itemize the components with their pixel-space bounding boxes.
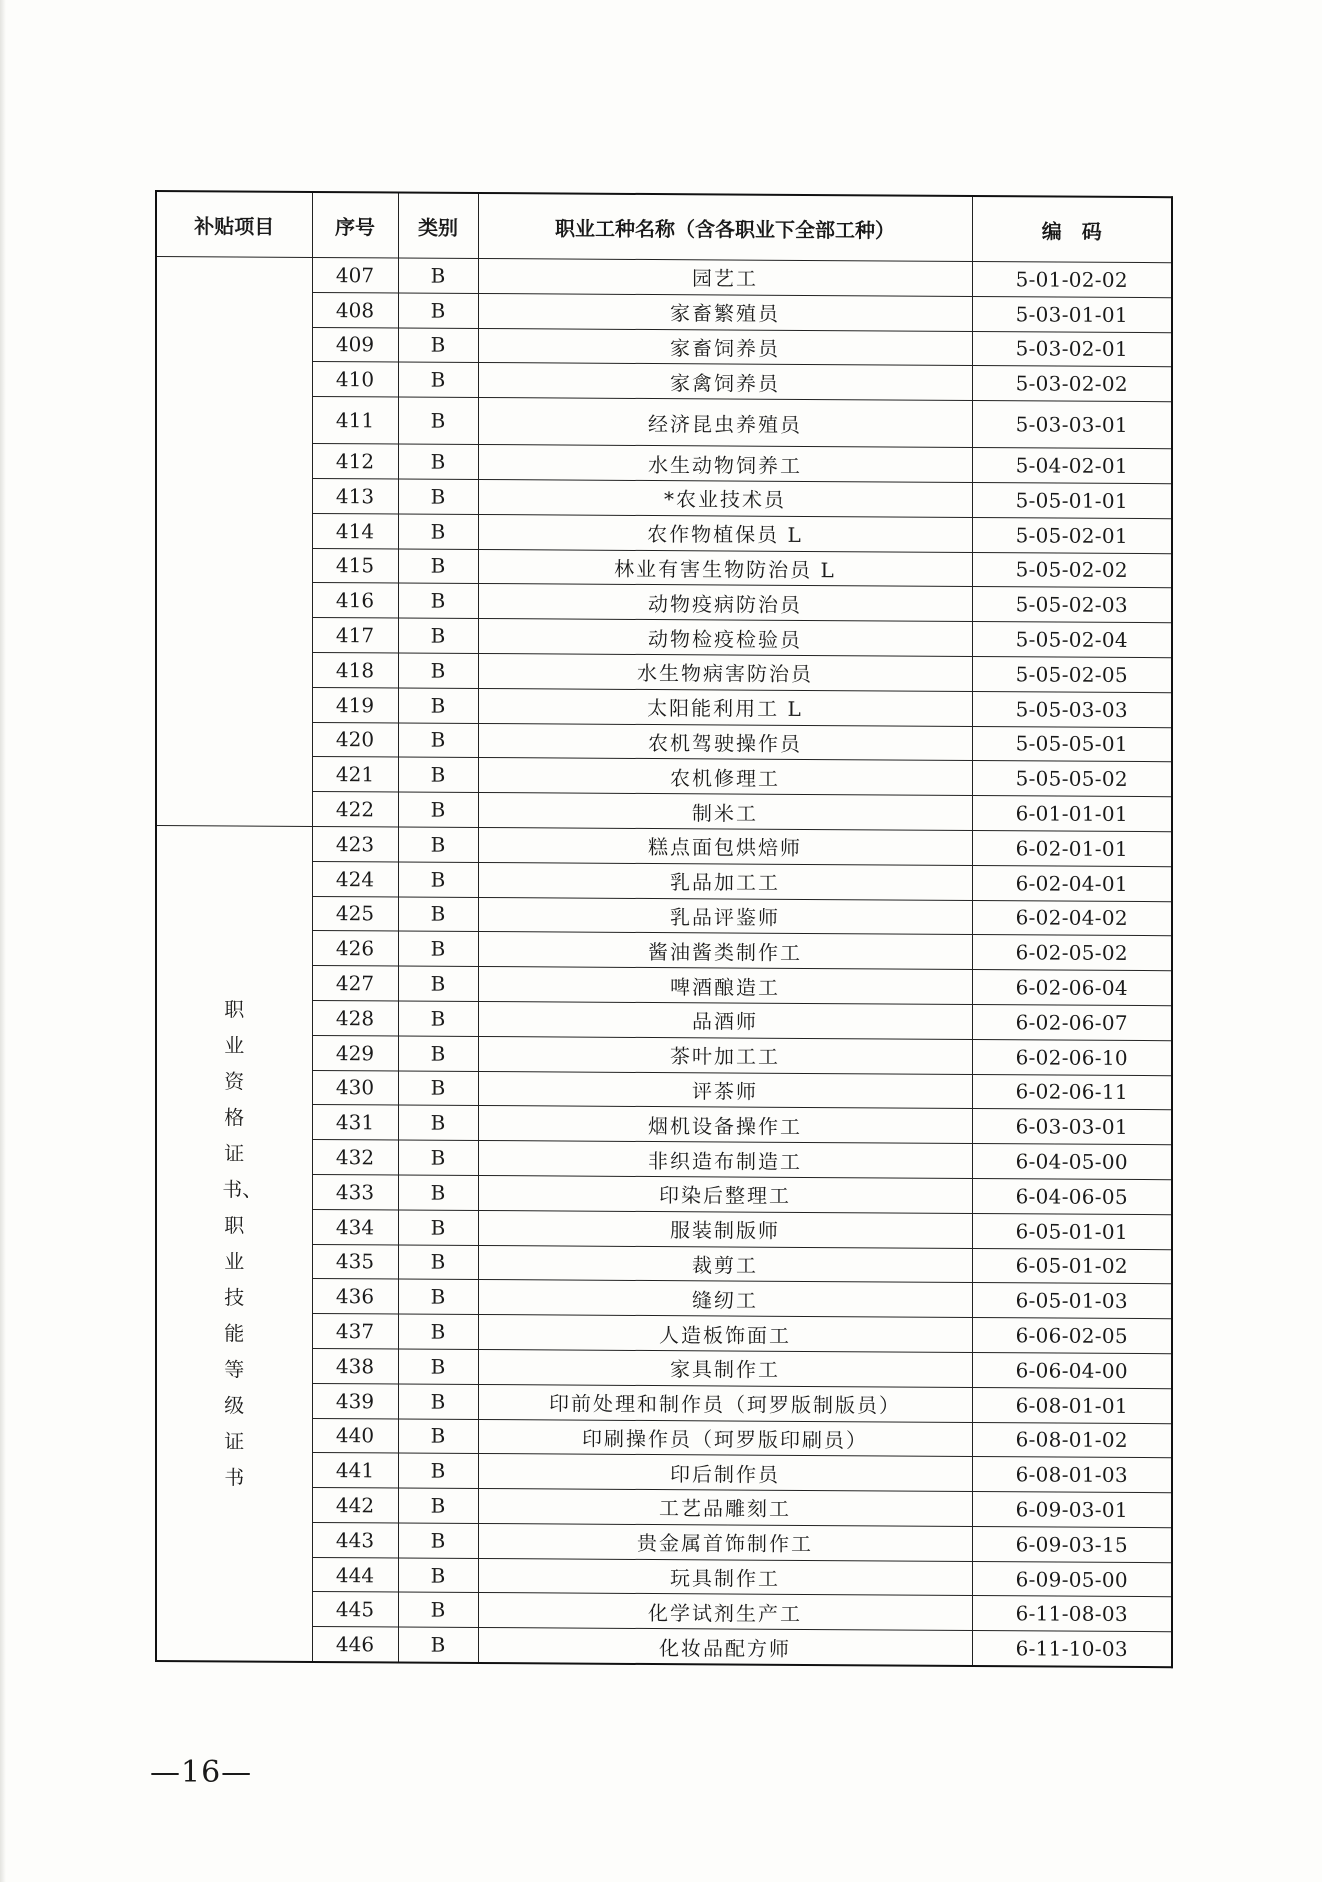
scan-edge [0,0,6,1882]
header-name: 职业工种名称（含各职业下全部工种） [478,193,972,262]
category-cell: B [398,931,478,966]
name-cell: 印后制作员 [478,1454,972,1492]
header-project: 补贴项目 [156,191,312,257]
category-cell: B [398,688,478,723]
name-cell: 印刷操作员（珂罗版印刷员） [478,1419,972,1457]
code-cell: 5-04-02-01 [972,448,1172,484]
code-cell: 6-02-01-01 [972,830,1172,866]
seq-cell: 410 [312,362,398,397]
category-cell: B [398,1279,478,1314]
seq-cell: 417 [312,618,398,653]
code-cell: 6-08-01-02 [972,1422,1172,1458]
code-cell: 6-02-06-04 [972,970,1172,1006]
code-cell: 5-05-05-02 [972,761,1172,797]
table-row [156,825,1172,866]
seq-cell: 423 [312,826,398,861]
code-cell: 6-11-10-03 [972,1631,1172,1668]
header-code: 编 码 [972,196,1172,263]
category-cell: B [398,1453,478,1488]
category-cell: B [398,792,478,827]
code-cell: 5-01-02-02 [972,261,1172,297]
category-cell: B [398,1210,478,1245]
code-cell: 5-03-01-01 [972,296,1172,332]
code-cell: 5-05-02-02 [972,552,1172,588]
category-cell: B [398,723,478,758]
category-cell: B [398,827,478,862]
name-cell: 印染后整理工 [478,1175,972,1213]
category-cell: B [398,1036,478,1071]
seq-cell: 421 [312,757,398,792]
category-cell: B [398,1001,478,1036]
name-cell: 乳品评鉴师 [478,897,972,935]
category-cell: B [398,618,478,653]
seq-cell: 438 [312,1348,398,1383]
category-cell: B [398,549,478,584]
seq-cell: 445 [312,1592,398,1627]
name-cell: 家畜繁殖员 [478,293,972,331]
code-cell: 6-02-06-10 [972,1039,1172,1075]
header-category: 类别 [398,192,478,258]
header-seq: 序号 [312,192,398,258]
name-cell: 烟机设备操作工 [478,1106,972,1144]
seq-cell: 419 [312,687,398,722]
name-cell: 水生物病害防治员 [478,653,972,691]
name-cell: 家禽饲养员 [478,363,972,401]
seq-cell: 440 [312,1418,398,1453]
category-cell: B [398,258,478,293]
category-cell: B [398,1071,478,1106]
code-cell: 5-05-05-01 [972,726,1172,762]
name-cell: 贵金属首饰制作工 [478,1523,972,1561]
name-cell: 农机修理工 [478,758,972,796]
code-cell: 5-03-02-02 [972,366,1172,402]
code-cell: 6-04-05-00 [972,1144,1172,1180]
seq-cell: 408 [312,292,398,327]
code-cell: 6-02-06-11 [972,1074,1172,1110]
category-cell: B [398,897,478,932]
code-cell: 5-05-01-01 [972,482,1172,518]
name-cell: 家畜饲养员 [478,328,972,366]
name-cell: 水生动物饲养工 [478,445,972,483]
seq-cell: 422 [312,792,398,827]
code-cell: 5-05-02-01 [972,517,1172,553]
code-cell: 6-02-04-02 [972,900,1172,936]
code-cell: 6-08-01-03 [972,1457,1172,1493]
category-cell: B [398,1523,478,1558]
name-cell: 品酒师 [478,1001,972,1039]
code-cell: 5-03-03-01 [972,401,1172,449]
category-cell: B [398,653,478,688]
name-cell: 制米工 [478,793,972,831]
code-cell: 5-03-02-01 [972,331,1172,367]
seq-cell: 439 [312,1383,398,1418]
code-cell: 6-09-03-01 [972,1492,1172,1528]
name-cell: 园艺工 [478,258,972,296]
seq-cell: 435 [312,1244,398,1279]
project-cell-upper [156,257,312,827]
category-cell: B [398,1558,478,1593]
code-cell: 6-09-03-15 [972,1526,1172,1562]
code-cell: 6-11-08-03 [972,1596,1172,1632]
name-cell: 农机驾驶操作员 [478,723,972,761]
code-cell: 6-02-04-01 [972,865,1172,901]
name-cell: 林业有害生物防治员 L [478,549,972,587]
category-cell: B [398,362,478,397]
name-cell: 裁剪工 [478,1245,972,1283]
seq-cell: 433 [312,1174,398,1209]
category-cell: B [398,293,478,328]
name-cell: 经济昆虫养殖员 [478,398,972,448]
seq-cell: 443 [312,1522,398,1557]
category-cell: B [398,1627,478,1663]
seq-cell: 415 [312,548,398,583]
category-cell: B [398,514,478,549]
category-cell: B [398,1418,478,1453]
seq-cell: 446 [312,1627,398,1663]
table-header-row [156,191,1172,263]
seq-cell: 426 [312,931,398,966]
code-cell: 6-05-01-01 [972,1213,1172,1249]
seq-cell: 442 [312,1488,398,1523]
name-cell: 缝纫工 [478,1280,972,1318]
seq-cell: 412 [312,444,398,479]
code-cell: 5-05-02-03 [972,587,1172,623]
category-cell: B [398,1488,478,1523]
page-number: —16— [150,1755,253,1790]
category-cell: B [398,1349,478,1384]
seq-cell: 424 [312,861,398,896]
seq-cell: 425 [312,896,398,931]
project-cell-label [156,825,312,1662]
seq-cell: 441 [312,1453,398,1488]
name-cell: 糕点面包烘焙师 [478,827,972,865]
code-cell: 6-05-01-02 [972,1248,1172,1284]
category-cell: B [398,1314,478,1349]
code-cell: 6-02-05-02 [972,935,1172,971]
seq-cell: 434 [312,1209,398,1244]
table-body [156,257,1172,1668]
code-cell: 6-09-05-00 [972,1561,1172,1597]
seq-cell: 444 [312,1557,398,1592]
name-cell: 酱油酱类制作工 [478,932,972,970]
name-cell: 化妆品配方师 [478,1628,972,1666]
code-cell: 6-06-04-00 [972,1352,1172,1388]
name-cell: 化学试剂生产工 [478,1593,972,1631]
category-cell: B [398,397,478,444]
seq-cell: 420 [312,722,398,757]
category-cell: B [398,328,478,363]
table-row [156,257,1172,298]
seq-cell: 430 [312,1070,398,1105]
name-cell: *农业技术员 [478,479,972,517]
seq-cell: 436 [312,1279,398,1314]
name-cell: 服装制版师 [478,1210,972,1248]
category-cell: B [398,757,478,792]
category-cell: B [398,479,478,514]
code-cell: 6-06-02-05 [972,1318,1172,1354]
name-cell: 动物检疫检验员 [478,619,972,657]
category-cell: B [398,1175,478,1210]
code-cell: 6-08-01-01 [972,1387,1172,1423]
name-cell: 工艺品雕刻工 [478,1489,972,1527]
seq-cell: 409 [312,327,398,362]
project-label-text: 职业资格证书、职业技能等级证书 [222,997,263,1490]
seq-cell: 432 [312,1140,398,1175]
name-cell: 乳品加工工 [478,862,972,900]
seq-cell: 411 [312,397,398,445]
name-cell: 太阳能利用工 L [478,688,972,726]
code-cell: 6-04-06-05 [972,1178,1172,1214]
name-cell: 玩具制作工 [478,1558,972,1596]
name-cell: 非织造布制造工 [478,1141,972,1179]
occupation-table [155,190,1173,1668]
category-cell: B [398,444,478,479]
name-cell: 人造板饰面工 [478,1315,972,1353]
seq-cell: 427 [312,966,398,1001]
category-cell: B [398,1592,478,1627]
code-cell: 6-01-01-01 [972,796,1172,832]
category-cell: B [398,1140,478,1175]
code-cell: 5-05-02-04 [972,622,1172,658]
name-cell: 茶叶加工工 [478,1036,972,1074]
seq-cell: 431 [312,1105,398,1140]
name-cell: 印前处理和制作员（珂罗版制版员） [478,1384,972,1422]
seq-cell: 416 [312,583,398,618]
category-cell: B [398,966,478,1001]
name-cell: 动物疫病防治员 [478,584,972,622]
category-cell: B [398,1245,478,1280]
code-cell: 5-05-03-03 [972,691,1172,727]
name-cell: 评茶师 [478,1071,972,1109]
code-cell: 5-05-02-05 [972,656,1172,692]
category-cell: B [398,862,478,897]
category-cell: B [398,1105,478,1140]
name-cell: 啤酒酿造工 [478,967,972,1005]
seq-cell: 414 [312,513,398,548]
seq-cell: 407 [312,257,398,292]
code-cell: 6-02-06-07 [972,1004,1172,1040]
seq-cell: 418 [312,652,398,687]
name-cell: 家具制作工 [478,1349,972,1387]
seq-cell: 429 [312,1035,398,1070]
code-cell: 6-05-01-03 [972,1283,1172,1319]
name-cell: 农作物植保员 L [478,514,972,552]
seq-cell: 413 [312,478,398,513]
category-cell: B [398,583,478,618]
code-cell: 6-03-03-01 [972,1109,1172,1145]
seq-cell: 428 [312,1000,398,1035]
category-cell: B [398,1384,478,1419]
seq-cell: 437 [312,1314,398,1349]
